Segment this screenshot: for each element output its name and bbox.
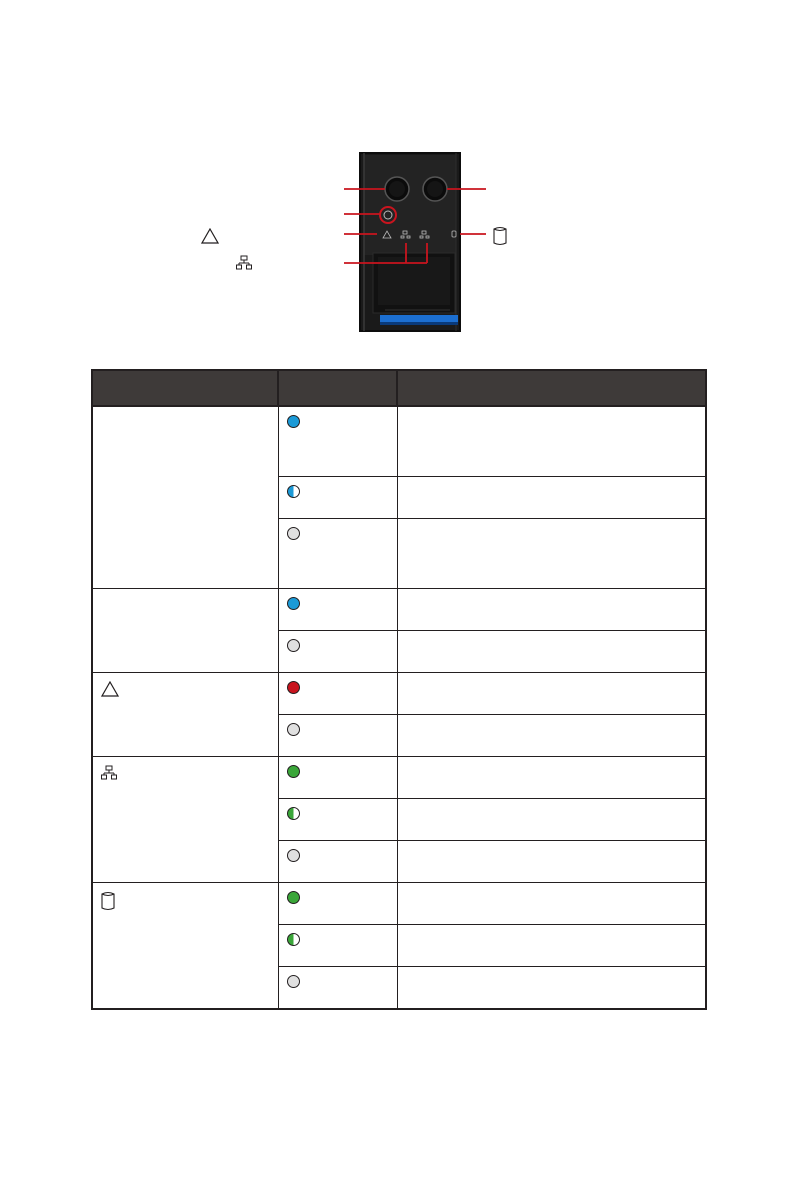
indicator-cell — [92, 883, 278, 1010]
description-cell — [397, 883, 706, 925]
storage-icon — [493, 226, 507, 246]
led-icon — [287, 597, 300, 610]
description-cell — [397, 757, 706, 799]
indicator-cell — [92, 589, 278, 673]
description-cell — [397, 589, 706, 631]
front-panel-figure — [330, 150, 520, 335]
state-cell — [278, 841, 397, 883]
reset-button — [423, 177, 447, 201]
state-cell — [278, 715, 397, 757]
led-icon — [287, 527, 300, 540]
state-cell — [278, 519, 397, 589]
led-icon — [287, 723, 300, 736]
state-cell — [278, 925, 397, 967]
indicator-cell — [92, 406, 278, 589]
description-cell — [397, 967, 706, 1010]
description-cell — [397, 519, 706, 589]
description-cell — [397, 715, 706, 757]
warning-triangle-icon — [201, 228, 219, 244]
table-row — [92, 406, 706, 477]
description-cell — [397, 799, 706, 841]
state-cell — [278, 477, 397, 519]
led-icon — [287, 681, 300, 694]
description-cell — [397, 841, 706, 883]
state-cell — [278, 673, 397, 715]
description-cell — [397, 477, 706, 519]
header-description — [397, 370, 706, 406]
power-button — [385, 177, 409, 201]
header-state — [278, 370, 397, 406]
state-cell — [278, 406, 397, 477]
led-icon — [287, 765, 300, 778]
table-row — [92, 589, 706, 631]
warning-triangle-icon — [101, 681, 119, 700]
description-cell — [397, 673, 706, 715]
storage-icon — [101, 891, 115, 914]
state-cell — [278, 799, 397, 841]
table-header-row — [92, 370, 706, 406]
description-cell — [397, 406, 706, 477]
blinking-led-icon — [287, 485, 300, 498]
indicator-cell — [92, 673, 278, 757]
table-row — [92, 673, 706, 715]
led-icon — [287, 849, 300, 862]
led-icon — [287, 639, 300, 652]
state-cell — [278, 589, 397, 631]
indicator-cell — [92, 757, 278, 883]
table-row — [92, 757, 706, 799]
table-row — [92, 883, 706, 925]
blinking-led-icon — [287, 933, 300, 946]
led-status-table — [91, 369, 707, 1010]
state-cell — [278, 757, 397, 799]
header-indicator — [92, 370, 278, 406]
led-icon — [287, 891, 300, 904]
led-icon — [287, 975, 300, 988]
blinking-led-icon — [287, 807, 300, 820]
state-cell — [278, 967, 397, 1010]
network-icon — [101, 765, 117, 784]
network-icon — [236, 255, 252, 271]
state-cell — [278, 883, 397, 925]
description-cell — [397, 631, 706, 673]
led-icon — [287, 415, 300, 428]
description-cell — [397, 925, 706, 967]
state-cell — [278, 631, 397, 673]
